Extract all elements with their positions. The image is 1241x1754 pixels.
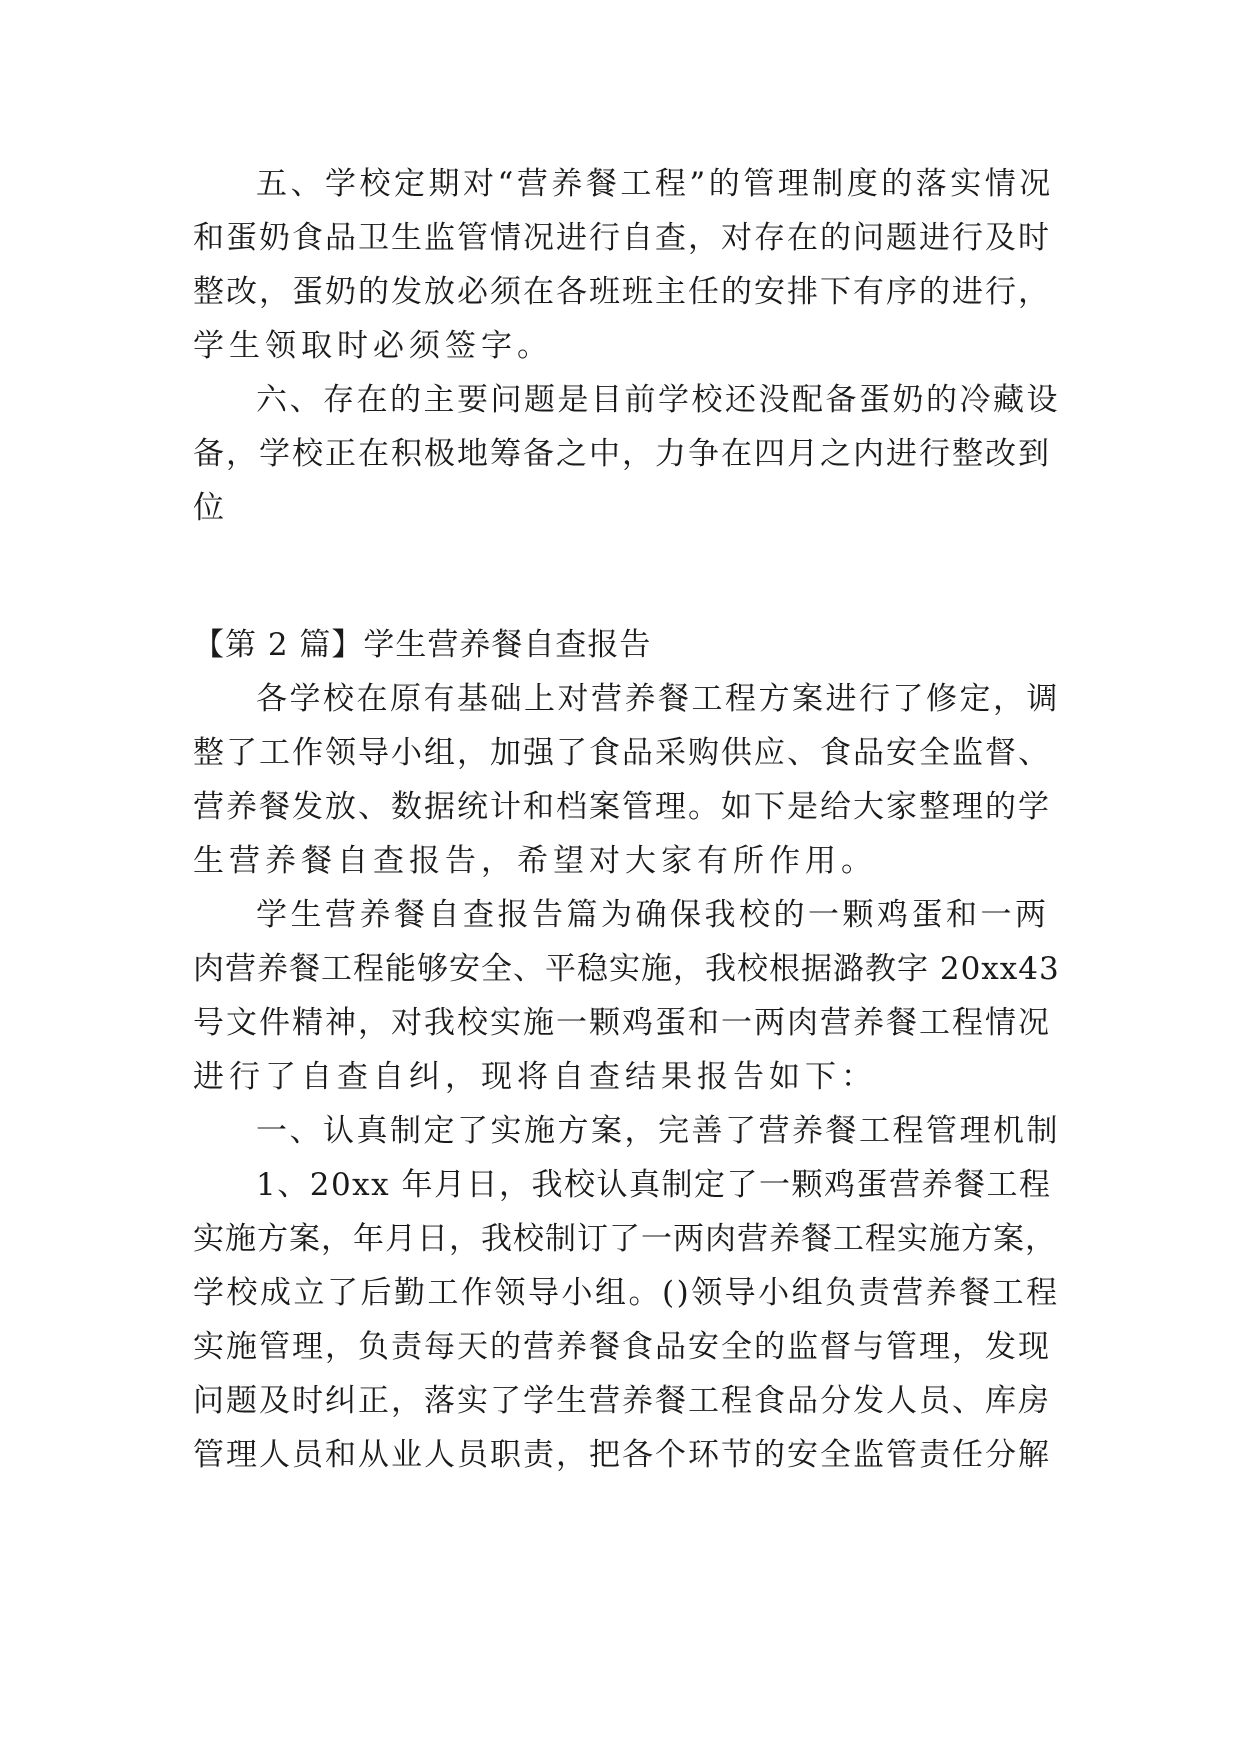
paragraph-line: 号文件精神，对我校实施一颗鸡蛋和一两肉营养餐工程情况 xyxy=(193,1005,1051,1041)
paragraph-line: 六、存在的主要问题是目前学校还没配备蛋奶的冷藏设 xyxy=(256,382,1060,418)
paragraph-line: 整了工作领导小组，加强了食品采购供应、食品安全监督、 xyxy=(193,735,1051,771)
paragraph-line: 生营养餐自查报告，希望对大家有所作用。 xyxy=(193,843,877,879)
paragraph-line: 和蛋奶食品卫生监管情况进行自查，对存在的问题进行及时 xyxy=(193,220,1051,256)
paragraph-line: 学生领取时必须签字。 xyxy=(193,328,553,364)
paragraph-line: 学校成立了后勤工作领导小组。()领导小组负责营养餐工程 xyxy=(193,1275,1060,1311)
paragraph-line: 一、认真制定了实施方案，完善了营养餐工程管理机制 xyxy=(256,1113,1060,1149)
paragraph-line: 营养餐发放、数据统计和档案管理。如下是给大家整理的学 xyxy=(193,789,1051,825)
paragraph-line: 实施方案，年月日，我校制订了一两肉营养餐工程实施方案， xyxy=(193,1221,1057,1257)
paragraph-line: 五、学校定期对“营养餐工程”的管理制度的落实情况 xyxy=(256,166,1054,202)
paragraph-line: 进行了自查自纠，现将自查结果报告如下： xyxy=(193,1059,877,1095)
paragraph-line: 学生营养餐自查报告篇为确保我校的一颗鸡蛋和一两 xyxy=(256,897,1050,933)
paragraph-line: 问题及时纠正，落实了学生营养餐工程食品分发人员、库房 xyxy=(193,1383,1051,1419)
paragraph-line: 实施管理，负责每天的营养餐食品安全的监督与管理，发现 xyxy=(193,1329,1051,1365)
paragraph-line: 管理人员和从业人员职责，把各个环节的安全监管责任分解 xyxy=(193,1437,1051,1473)
paragraph-line: 位 xyxy=(193,490,229,526)
paragraph-line: 各学校在原有基础上对营养餐工程方案进行了修定，调 xyxy=(256,681,1060,717)
paragraph-line: 肉营养餐工程能够安全、平稳实施，我校根据潞教字 20xx43 xyxy=(193,951,1060,987)
paragraph-line: 备，学校正在积极地筹备之中，力争在四月之内进行整改到 xyxy=(193,436,1051,472)
paragraph-line: 整改，蛋奶的发放必须在各班班主任的安排下有序的进行， xyxy=(193,274,1051,310)
section-heading: 【第 2 篇】学生营养餐自查报告 xyxy=(193,627,652,663)
paragraph-line: 1、20xx 年月日，我校认真制定了一颗鸡蛋营养餐工程 xyxy=(256,1167,1052,1203)
